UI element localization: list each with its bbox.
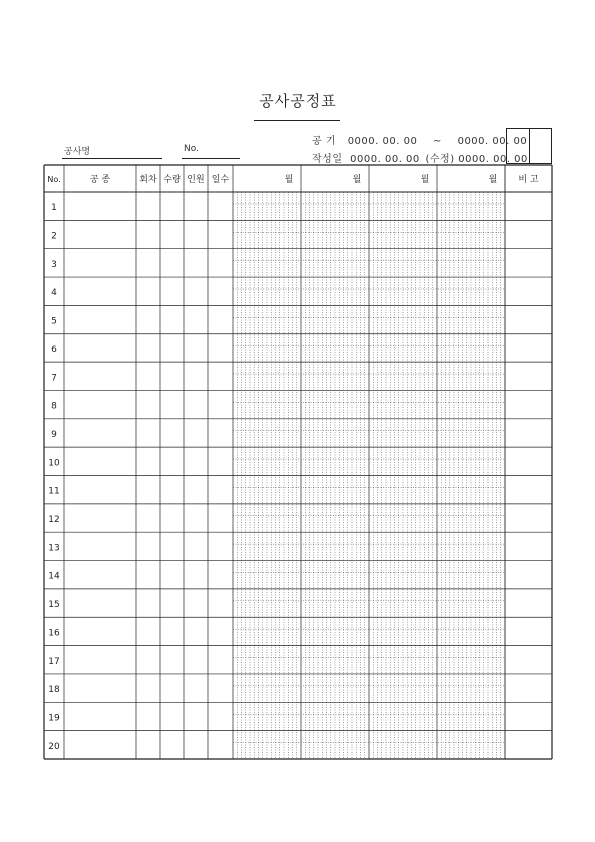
row-number: 3 [51, 259, 57, 270]
row-number: 12 [48, 515, 60, 526]
row-number: 2 [51, 231, 57, 242]
row-number: 1 [51, 203, 57, 214]
page-title: 공사공정표 [259, 92, 337, 110]
row-number: 15 [48, 600, 60, 611]
row-number: 18 [48, 685, 60, 696]
period-start: 0000. 00. 00 [347, 136, 418, 147]
column-header: 인원 [187, 175, 205, 185]
written-date: 0000. 00. 00 [350, 154, 420, 165]
period-end: 0000. 00. 00 [457, 136, 528, 147]
row-number: 11 [48, 486, 60, 497]
column-header: 공 종 [89, 175, 111, 185]
row-number: 6 [51, 344, 57, 355]
period-separator: ~ [433, 136, 442, 147]
no-label: No. [184, 144, 199, 154]
row-number: 14 [48, 571, 60, 582]
revised-date: 0000. 00. 00 [458, 154, 528, 165]
period-label: 공 기 [312, 136, 336, 147]
row-number: 19 [48, 713, 60, 724]
row-number: 5 [51, 316, 57, 327]
row-number: 16 [48, 628, 60, 639]
month-header: 월 [352, 175, 362, 185]
row-number: 10 [48, 458, 60, 469]
column-header: 회차 [139, 175, 157, 185]
remarks-header: 비 고 [518, 175, 539, 185]
row-number: 20 [48, 741, 60, 752]
month-header: 월 [488, 175, 498, 185]
revised-label: (수정) [425, 154, 455, 165]
row-number: 13 [48, 543, 60, 554]
row-number: 4 [51, 288, 57, 299]
month-header: 월 [420, 175, 430, 185]
column-header: No. [47, 175, 61, 184]
column-header: 일수 [211, 175, 230, 185]
project-label: 공사명 [64, 147, 91, 157]
row-number: 17 [48, 656, 60, 667]
month-header: 월 [284, 175, 294, 185]
column-header: 수량 [163, 175, 181, 185]
row-number: 9 [51, 429, 57, 440]
written-label: 작성일 [312, 154, 343, 165]
row-number: 8 [51, 401, 57, 412]
row-number: 7 [51, 373, 57, 384]
